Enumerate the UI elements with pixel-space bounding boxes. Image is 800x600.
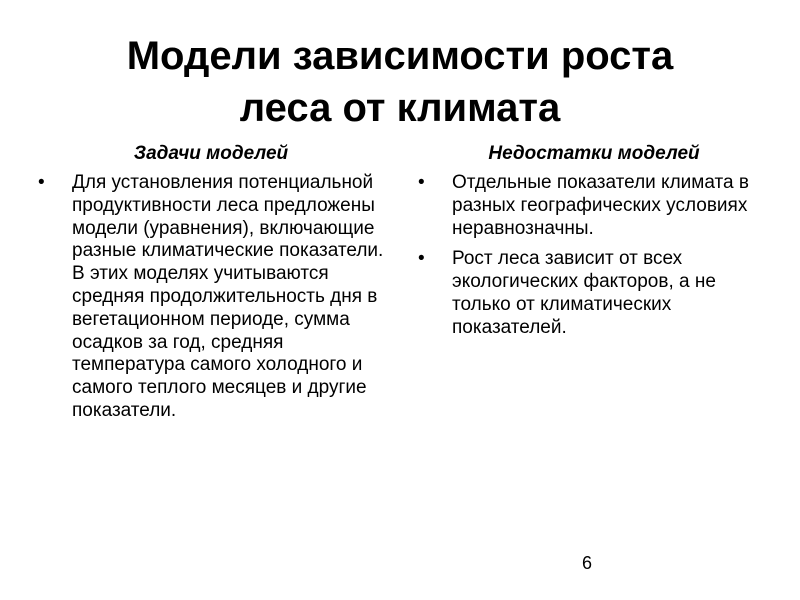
right-bullet-text-2: Рост леса зависит от всех экологических факторов, а не только от климатических показателей. bbox=[452, 248, 716, 338]
right-bullet-item-1 bbox=[418, 172, 762, 240]
slide-title-line-2: леса от климата bbox=[239, 86, 561, 130]
left-bullet-list bbox=[38, 172, 394, 423]
right-column-heading: Недостатки моделей bbox=[488, 143, 700, 164]
left-column bbox=[38, 142, 394, 431]
slide-title bbox=[0, 30, 800, 134]
left-bullet-text-1: Для установления потенциальной продуктивности леса предложены модели (уравнения), включающие разные климатические показатели. В этих моделях учитываются средняя продолжительность дня в вегетационном периоде, сумма осадков за год, средняя температура самого холодного и самого теплого месяцев и другие показатели. bbox=[72, 172, 384, 421]
slide-title-line-1: Модели зависимости роста bbox=[126, 34, 674, 78]
bullet-icon: • bbox=[38, 172, 45, 193]
right-column bbox=[418, 142, 762, 348]
bullet-icon: • bbox=[418, 172, 425, 193]
right-bullet-list bbox=[418, 172, 762, 340]
page-number: 6 bbox=[581, 553, 592, 573]
left-bullet-item-1 bbox=[38, 172, 394, 423]
right-bullet-item-2 bbox=[418, 248, 762, 339]
left-column-heading: Задачи моделей bbox=[133, 143, 289, 164]
right-bullet-text-1: Отдельные показатели климата в разных географических условиях неравнозначны. bbox=[452, 172, 749, 239]
bullet-icon: • bbox=[418, 248, 425, 270]
